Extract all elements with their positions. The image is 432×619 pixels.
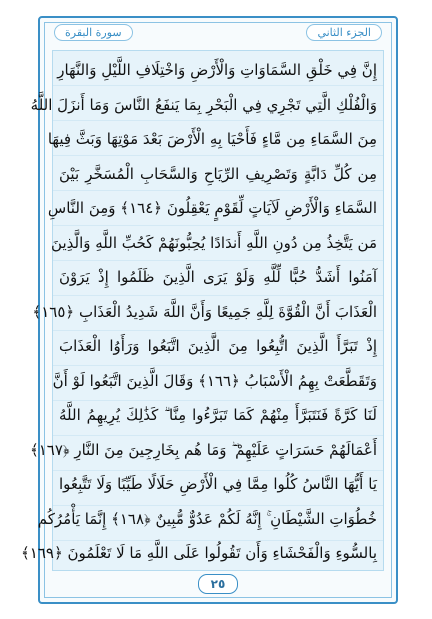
text-line: مَن يَتَّخِذُ مِن دُونِ اللَّهِ أَندَادًا يُحِبُّونَهُمْ كَحُبِّ اللَّهِ وَالَّذِينَ — [51, 233, 377, 252]
juz-name: الجزء الثاني — [306, 24, 382, 41]
text-line: وَتَقَطَّعَتْ بِهِمُ الْأَسْبَابُ ﴿١٦٦﴾ وَقَالَ الَّذِينَ اتَّبَعُوا لَوْ أَنَّ — [52, 371, 377, 390]
text-line: مِن كُلِّ دَابَّةٍ وَتَصْرِيفِ الرِّيَاحِ وَالسَّحَابِ الْمُسَخَّرِ بَيْنَ — [59, 164, 377, 183]
page-header — [40, 18, 396, 46]
text-line: خُطُوَاتِ الشَّيْطَانِ ۚ إِنَّهُ لَكُمْ عَدُوٌّ مُّبِينٌ ﴿١٦٨﴾ إِنَّمَا يَأْمُرُكُم — [37, 509, 377, 528]
quran-text-panel — [21, 50, 384, 571]
text-line: مِنَ السَّمَاءِ مِن مَّاءٍ فَأَحْيَا بِهِ الْأَرْضَ بَعْدَ مَوْتِهَا وَبَثَّ فِيهَا — [47, 130, 377, 148]
text-line: إِذْ تَبَرَّأَ الَّذِينَ اتُّبِعُوا مِنَ الَّذِينَ اتَّبَعُوا وَرَأَوُا الْعَذَابَ — [59, 337, 377, 355]
page-number: ٢٥ — [198, 574, 238, 594]
text-line: يَا أَيُّهَا النَّاسُ كُلُوا مِمَّا فِي الْأَرْضِ حَلَالًا طَيِّبًا وَلَا تَتَّبِعُوا — [59, 475, 377, 493]
text-line: بِالسُّوءِ وَالْفَحْشَاءِ وَأَن تَقُولُوا عَلَى اللَّهِ مَا لَا تَعْلَمُونَ ﴿١٦٩﴾ — [21, 544, 377, 562]
text-line: أَعْمَالَهُمْ حَسَرَاتٍ عَلَيْهِمْ ۖ وَمَا هُم بِخَارِجِينَ مِنَ النَّارِ ﴿١٦٧﴾ — [29, 440, 377, 459]
text-line: وَالْفُلْكِ الَّتِي تَجْرِي فِي الْبَحْرِ بِمَا يَنفَعُ النَّاسَ وَمَا أَنزَلَ اللَّهُ — [30, 95, 377, 114]
text-line: آمَنُوا أَشَدُّ حُبًّا لِّلَّهِ وَلَوْ يَرَى الَّذِينَ ظَلَمُوا إِذْ يَرَوْنَ — [59, 268, 377, 286]
page-frame — [21, 16, 398, 604]
surah-name: سورة البقرة — [54, 24, 133, 41]
text-line: الْعَذَابَ أَنَّ الْقُوَّةَ لِلَّهِ جَمِيعًا وَأَنَّ اللَّهَ شَدِيدُ الْعَذَابِ ﴿١٦٥﴾ — [32, 302, 377, 321]
text-lines — [21, 53, 377, 568]
text-line: السَّمَاءِ وَالْأَرْضِ لَآيَاتٍ لِّقَوْمٍ يَعْقِلُونَ ﴿١٦٤﴾ وَمِنَ النَّاسِ — [47, 199, 377, 217]
text-line: لَنَا كَرَّةً فَنَتَبَرَّأَ مِنْهُمْ كَمَا تَبَرَّءُوا مِنَّا ۗ كَذَٰلِكَ يُرِيهِمُ اللَّهُ — [59, 406, 377, 424]
text-line: إِنَّ فِي خَلْقِ السَّمَاوَاتِ وَالْأَرْضِ وَاخْتِلَافِ اللَّيْلِ وَالنَّهَارِ — [57, 61, 377, 79]
